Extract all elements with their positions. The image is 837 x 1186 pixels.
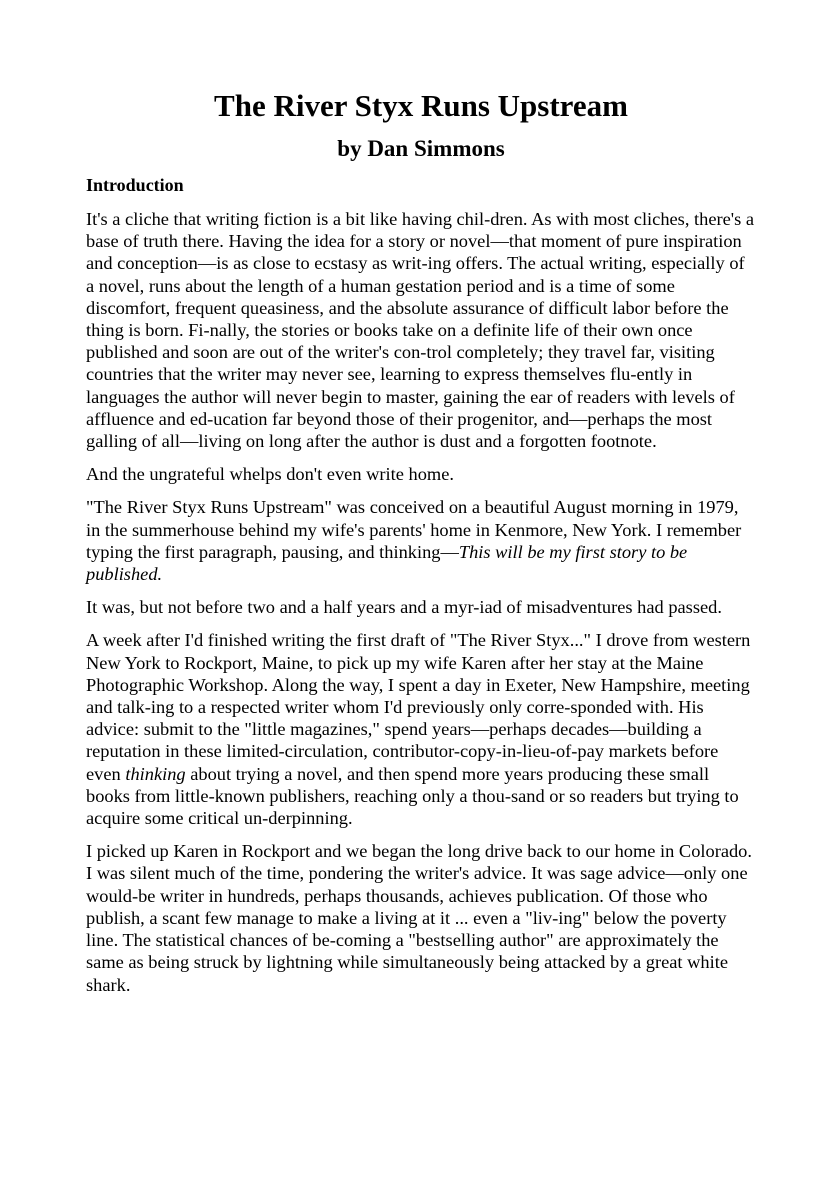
document-title: The River Styx Runs Upstream (214, 88, 628, 123)
paragraph-3-italic: This will be my first story to be published. (86, 541, 688, 585)
paragraph-5-text-before: A week after I'd finished writing the first draft of "The River Styx..." I drove from western New York to Rockport, Maine, to pick up my wife Karen after her stay at the Maine Photographic Workshop. Along the way, I spent a day in Exeter, New Hampshire, meeting and talk-ing to a respected writer whom I'd previously only corre-sponded with. His advice: submit to the "little magazines," spend years—perhaps decades—building a reputation in these limited-circulation, contributor-copy-in-lieu-of-pay markets before even (86, 630, 751, 784)
paragraph-1 (86, 208, 756, 452)
paragraph-5-text-after: about trying a novel, and then spend more years producing these small books from little-known publishers, reaching only a thou-sand or so readers but trying to acquire some critical un-derpinning. (86, 763, 739, 829)
author-byline: by Dan Simmons (337, 136, 505, 161)
paragraph-5-italic: thinking (125, 763, 186, 784)
document-page (86, 84, 756, 1007)
paragraph-6 (86, 840, 756, 995)
paragraph-4 (86, 596, 756, 618)
paragraph-4-text: It was, but not before two and a half years and a myr-iad of misadventures had passed. (86, 597, 722, 618)
paragraph-3 (86, 496, 756, 585)
paragraph-2 (86, 463, 756, 485)
paragraph-3-text: "The River Styx Runs Upstream" was conceived on a beautiful August morning in 1979, in the summerhouse behind my wife's parents' home in Kenmore, New York. I remember typing the first paragraph, pausing, and thinking— (86, 497, 742, 562)
paragraph-2-text: And the ungrateful whelps don't even write home. (86, 464, 454, 485)
paragraph-6-text: I picked up Karen in Rockport and we began the long drive back to our home in Colorado. I was silent much of the time, pondering the writer's advice. It was sage advice—only one would-be writer in hundreds, perhaps thousands, achieves publication. Of those who publish, a scant few manage to make a living at it ... even a "liv-ing" below the poverty line. The statistical chances of be-coming a "bestselling author" are approximately the same as being struck by lightning while simultaneously being attacked by a great white shark. (86, 841, 752, 995)
section-heading-introduction: Introduction (86, 175, 184, 195)
paragraph-1-text: It's a cliche that writing fiction is a bit like having chil-dren. As with most cliches, there's a base of truth there. Having the idea for a story or novel—that moment of pure inspiration and conception—is as close to ecstasy as writ-ing offers. The actual writing, especially of a novel, runs about the length of a human gestation period and is a time of some discomfort, frequent queasiness, and the absolute assurance of difficult labor before the thing is born. Fi-nally, the stories or books take on a definite life of their own once published and soon are out of the writer's con-trol completely; they travel far, visiting countries that the writer may never see, learning to express themselves flu-ently in languages the author will never begin to master, gaining the ear of readers with levels of affluence and ed-ucation far beyond those of their progenitor, and—perhaps the most galling of all—living on long after the author is dust and a forgotten footnote. (86, 209, 755, 452)
paragraph-5 (86, 629, 756, 829)
